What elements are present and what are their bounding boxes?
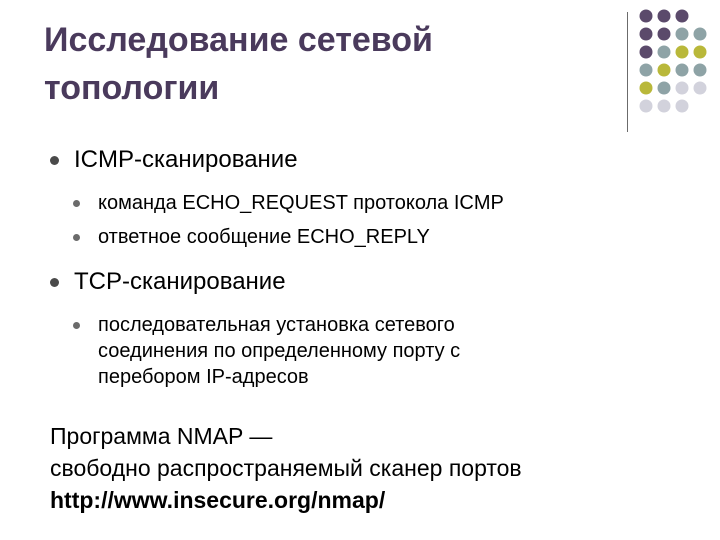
dot xyxy=(640,100,653,113)
dot xyxy=(694,64,707,77)
sub-bullet-item xyxy=(46,190,666,216)
dot xyxy=(640,82,653,95)
sub-bullet-dot-icon xyxy=(73,200,80,207)
title-line-2: топологии xyxy=(44,69,220,107)
slide-body xyxy=(46,138,666,390)
dot xyxy=(658,10,671,23)
sub-list-icmp xyxy=(46,190,666,250)
bullet-dot-icon xyxy=(50,278,59,287)
dot xyxy=(676,82,689,95)
bullet-item-tcp xyxy=(46,264,666,300)
dot xyxy=(676,28,689,41)
bullet-dot-icon xyxy=(50,156,59,165)
sub-list-tcp xyxy=(46,312,666,390)
bullet-label: ICMP-сканирование xyxy=(74,146,298,173)
title-divider xyxy=(627,12,628,132)
dot xyxy=(640,28,653,41)
footer-note xyxy=(50,420,690,516)
footer-line-1: Программа NMAP — xyxy=(50,423,273,449)
dot xyxy=(658,82,671,95)
sub-bullet-dot-icon xyxy=(73,234,80,241)
sub-bullet-dot-icon xyxy=(73,322,80,329)
sub-bullet-item xyxy=(46,224,666,250)
dot xyxy=(658,46,671,59)
footer-url-link[interactable]: http://www.insecure.org/nmap/ xyxy=(50,487,386,513)
dot xyxy=(658,28,671,41)
sub-bullet-line-2: соединения по определенному порту с xyxy=(98,340,461,362)
decorative-dot-grid xyxy=(638,8,718,128)
dot xyxy=(676,46,689,59)
bullet-item-icmp xyxy=(46,142,666,178)
dot xyxy=(640,10,653,23)
dot xyxy=(694,28,707,41)
dot xyxy=(640,46,653,59)
dot xyxy=(694,82,707,95)
dot xyxy=(676,64,689,77)
dot xyxy=(676,10,689,23)
dot xyxy=(658,100,671,113)
dot xyxy=(694,46,707,59)
sub-bullet-item xyxy=(46,312,666,390)
dot xyxy=(658,64,671,77)
sub-bullet-line-3: перебором IP-адресов xyxy=(98,366,309,388)
dot xyxy=(640,64,653,77)
sub-bullet-label: команда ECHO_REQUEST протокола ICMP xyxy=(98,192,504,214)
footer-line-2: свободно распространяемый сканер портов xyxy=(50,455,522,481)
dot xyxy=(676,100,689,113)
sub-bullet-line-1: последовательная установка сетевого xyxy=(98,314,455,336)
title-line-1: Исследование сетевой xyxy=(44,21,433,59)
bullet-label: TCP-сканирование xyxy=(74,268,286,295)
slide-title xyxy=(44,16,604,112)
sub-bullet-label: ответное сообщение ECHO_REPLY xyxy=(98,226,430,248)
